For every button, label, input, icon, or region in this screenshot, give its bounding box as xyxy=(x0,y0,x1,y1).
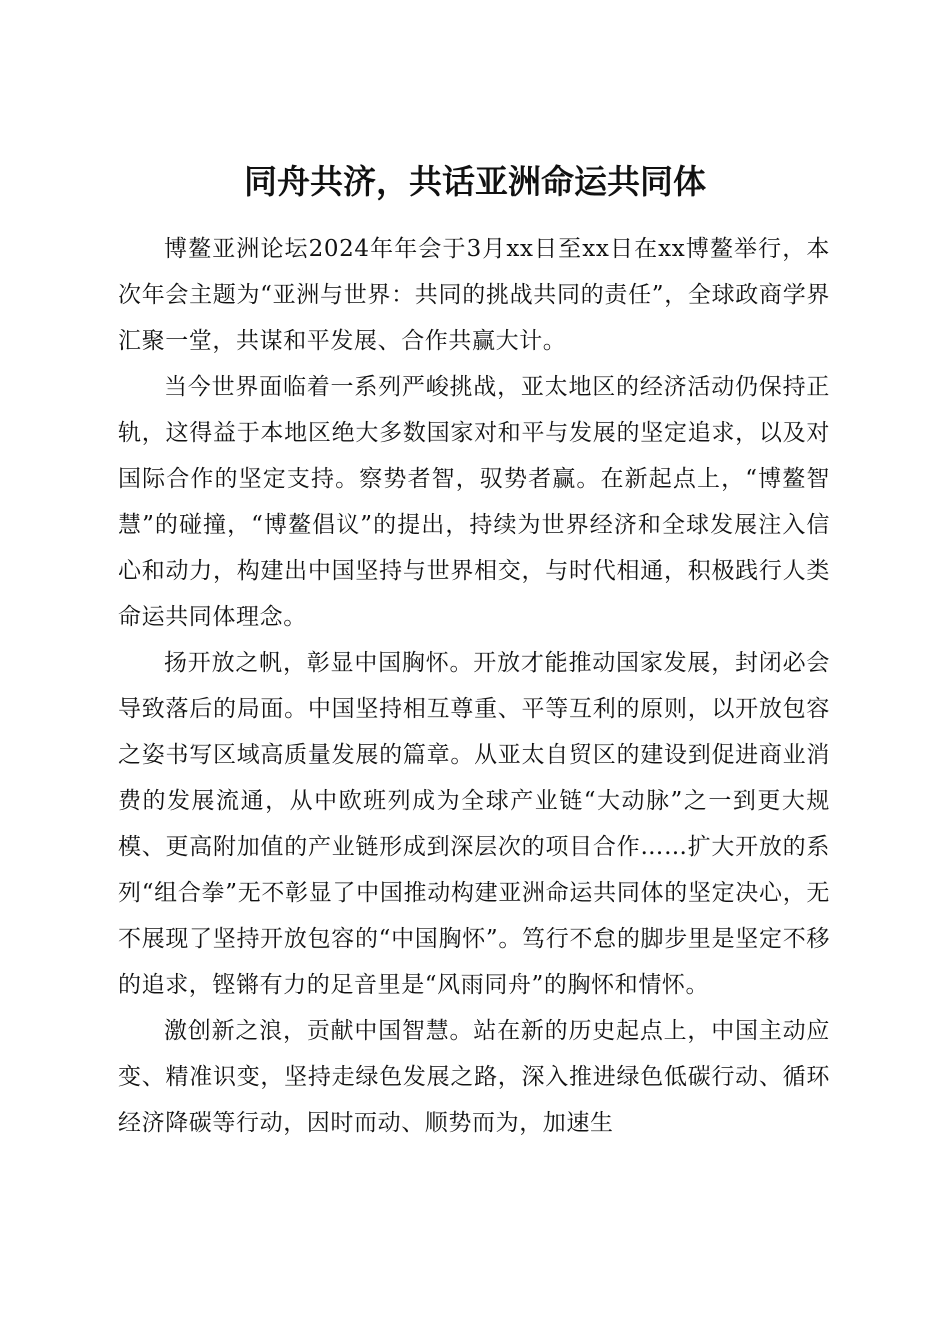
paragraph-3: 扬开放之帆，彰显中国胸怀。开放才能推动国家发展，封闭必会导致落后的局面。中国坚持相互尊重、平等互利的原则，以开放包容之姿书写区域高质量发展的篇章。从亚太自贸区的建设到促进商业消费的发展流通，从中欧班列成为全球产业链“大动脉”之一到更大规模、更高附加值的产业链形成到深层次的项目合作……扩大开放的系列“组合拳”无不彰显了中国推动构建亚洲命运共同体的坚定决心，无不展现了坚持开放包容的“中国胸怀”。笃行不怠的脚步里是坚定不移的追求，铿锵有力的足音里是“风雨同舟”的胸怀和情怀。 xyxy=(118,650,830,998)
paragraph-4: 激创新之浪，贡献中国智慧。站在新的历史起点上，中国主动应变、精准识变，坚持走绿色发展之路，深入推进绿色低碳行动、循环经济降碳等行动，因时而动、顺势而为，加速生 xyxy=(118,1018,830,1136)
document-title: 同舟共济，共话亚洲命运共同体 xyxy=(244,162,706,202)
document-body xyxy=(118,226,830,1146)
paragraph-2: 当今世界面临着一系列严峻挑战，亚太地区的经济活动仍保持正轨，这得益于本地区绝大多数国家对和平与发展的坚定追求，以及对国际合作的坚定支持。察势者智，驭势者赢。在新起点上，“博鳌智慧”的碰撞，“博鳌倡议”的提出，持续为世界经济和全球发展注入信心和动力，构建出中国坚持与世界相交，与时代相通，积极践行人类命运共同体理念。 xyxy=(118,374,830,630)
paragraph-1: 博鳌亚洲论坛2024年年会于3月xx日至xx日在xx博鳌举行，本次年会主题为“亚洲与世界：共同的挑战共同的责任”，全球政商学界汇聚一堂，共谋和平发展、合作共赢大计。 xyxy=(118,236,830,354)
